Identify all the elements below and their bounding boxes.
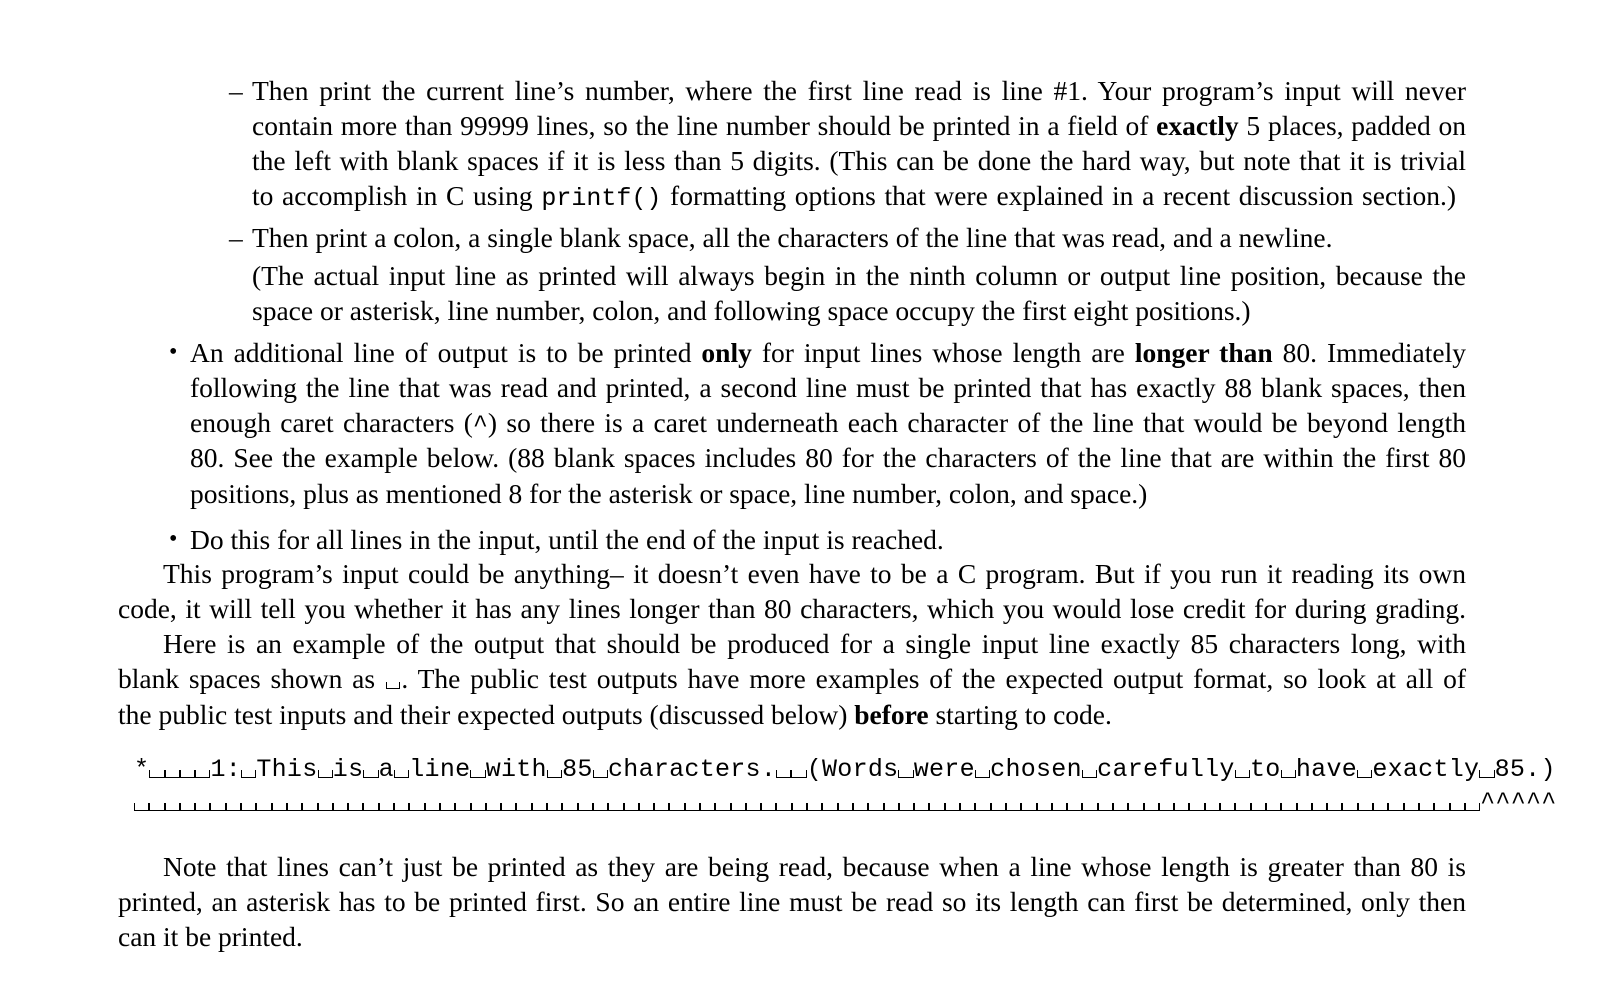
visible-space-icon [272, 803, 287, 811]
visible-space-icon [363, 770, 378, 778]
visible-space-icon [180, 803, 195, 811]
visible-space-icon [501, 803, 516, 811]
visible-space-icon [486, 803, 501, 811]
text-line: following the line that was read and printed, a second line must be printed that has exactly 88 blank spaces, then [190, 372, 1466, 403]
visible-space-icon [731, 803, 746, 811]
visible-space-icon [241, 770, 256, 778]
visible-space-icon [471, 803, 486, 811]
visible-space-icon [776, 803, 791, 811]
visible-space-icon [1419, 803, 1434, 811]
visible-space-icon [807, 803, 822, 811]
visible-space-icon [363, 803, 378, 811]
text-line: enough caret characters (^) so there is a caret underneath each character of the line that would be beyond length [190, 407, 1466, 440]
visible-space-icon [1082, 770, 1097, 778]
visible-space-icon [547, 803, 562, 811]
visible-space-icon [838, 803, 853, 811]
text-line: Here is an example of the output that should be produced for a single input line exactly 85 characters long, with [163, 628, 1466, 659]
visible-space-icon [1067, 803, 1082, 811]
visible-space-icon [318, 770, 333, 778]
visible-space-icon [532, 803, 547, 811]
visible-space-icon [1404, 803, 1419, 811]
text-line: 80. See the example below. (88 blank spaces includes 80 for the characters of the line that are within the first 80 [190, 442, 1466, 473]
visible-space-icon [1357, 770, 1372, 778]
visible-space-icon [386, 682, 400, 690]
visible-space-icon [1251, 803, 1266, 811]
visible-space-icon [960, 803, 975, 811]
visible-space-icon [318, 803, 333, 811]
visible-space-icon [945, 803, 960, 811]
visible-space-icon [1373, 803, 1388, 811]
visible-space-icon [1174, 803, 1189, 811]
bold-emphasis: longer than [1134, 337, 1273, 368]
visible-space-icon [884, 803, 899, 811]
visible-space-icon [149, 770, 164, 778]
visible-space-icon [409, 803, 424, 811]
visible-space-icon [1434, 803, 1449, 811]
visible-space-icon [700, 803, 715, 811]
visible-space-icon [134, 803, 149, 811]
visible-space-icon [226, 803, 241, 811]
text-line: (The actual input line as printed will always begin in the ninth column or output line position, because the [252, 260, 1466, 291]
text-line: positions, plus as mentioned 8 for the asterisk or space, line number, colon, and space.) [190, 478, 1148, 509]
visible-space-icon [1052, 803, 1067, 811]
visible-space-icon [593, 770, 608, 778]
visible-space-icon [868, 803, 883, 811]
visible-space-icon [1189, 803, 1204, 811]
visible-space-icon [715, 803, 730, 811]
visible-space-icon [669, 803, 684, 811]
visible-space-icon [455, 803, 470, 811]
visible-space-icon [1037, 803, 1052, 811]
example-line-1: * 1: This is a line with 85 characters. (Words were chosen carefully to have exactly 85.) [134, 755, 1556, 784]
visible-space-icon [379, 803, 394, 811]
visible-space-icon [685, 803, 700, 811]
text-line: can it be printed. [118, 921, 303, 952]
visible-space-icon [975, 803, 990, 811]
text-line: An additional line of output is to be printed only for input lines whose length are longer than 80. Immediately [190, 337, 1466, 368]
visible-space-icon [302, 803, 317, 811]
text-line: printed, an asterisk has to be printed first. So an entire line must be read so its length can first be determined, only then [118, 886, 1466, 917]
visible-space-icon [394, 770, 409, 778]
text-line: blank spaces shown as . The public test outputs have more examples of the expected output format, so look at all of [118, 663, 1466, 694]
text-line: the public test inputs and their expected outputs (discussed below) before starting to code. [118, 699, 1112, 730]
visible-space-icon [1281, 770, 1296, 778]
visible-space-icon [470, 770, 485, 778]
visible-space-icon [241, 803, 256, 811]
visible-space-icon [394, 803, 409, 811]
text-line: Then print the current line’s number, where the first line read is line #1. Your program’s input will never [252, 75, 1466, 106]
text-line: to accomplish in C using printf() formatting options that were explained in a recent discussion section.) [252, 180, 1456, 213]
visible-space-icon [165, 803, 180, 811]
visible-space-icon [608, 803, 623, 811]
visible-space-icon [1159, 803, 1174, 811]
visible-space-icon [149, 803, 164, 811]
visible-space-icon [1342, 803, 1357, 811]
text-line: contain more than 99999 lines, so the line number should be printed in a field of exactly 5 places, padded on [252, 110, 1466, 141]
visible-space-icon [547, 770, 562, 778]
example-line-2: ^^^^^ [134, 785, 1557, 820]
visible-space-icon [1082, 803, 1097, 811]
visible-space-icon [1235, 803, 1250, 811]
visible-space-icon [1220, 803, 1235, 811]
text-line: the left with blank spaces if it is less than 5 digits. (This can be done the hard way, but note that it is trivial [252, 145, 1466, 176]
bold-emphasis: exactly [1156, 110, 1239, 141]
visible-space-icon [1281, 803, 1296, 811]
text-line: This program’s input could be anything– it doesn’t even have to be a C program. But if you run it reading its own [163, 558, 1466, 589]
visible-space-icon [1450, 803, 1465, 811]
visible-space-icon [929, 803, 944, 811]
visible-space-icon [654, 803, 669, 811]
visible-space-icon [853, 803, 868, 811]
bullet-marker: • [169, 339, 178, 365]
visible-space-icon [1144, 803, 1159, 811]
bold-emphasis: only [701, 337, 752, 368]
visible-space-icon [1235, 770, 1250, 778]
visible-space-icon [914, 803, 929, 811]
text-line: Then print a colon, a single blank space, all the characters of the line that was read, and a newline. [252, 222, 1333, 253]
text-line: code, it will tell you whether it has any lines longer than 80 characters, which you would lose credit for during grading. [118, 593, 1466, 624]
visible-space-icon [516, 803, 531, 811]
inline-code: ^ [472, 411, 488, 440]
visible-space-icon [1266, 803, 1281, 811]
visible-space-icon [1358, 803, 1373, 811]
bold-emphasis: before [854, 699, 929, 730]
visible-space-icon [593, 803, 608, 811]
visible-space-icon [440, 803, 455, 811]
visible-space-icon [1098, 803, 1113, 811]
visible-space-icon [333, 803, 348, 811]
visible-space-icon [1297, 803, 1312, 811]
visible-space-icon [165, 770, 180, 778]
visible-space-icon [1327, 803, 1342, 811]
bullet-marker: • [169, 526, 178, 552]
visible-space-icon [425, 803, 440, 811]
visible-space-icon [822, 803, 837, 811]
visible-space-icon [195, 803, 210, 811]
visible-space-icon [1479, 770, 1494, 778]
visible-space-icon [195, 770, 210, 778]
text-line: Do this for all lines in the input, until the end of the input is reached. [190, 524, 944, 555]
visible-space-icon [792, 803, 807, 811]
visible-space-icon [746, 803, 761, 811]
visible-space-icon [624, 803, 639, 811]
visible-space-icon [975, 770, 990, 778]
dash-marker: – [229, 222, 243, 253]
visible-space-icon [256, 803, 271, 811]
visible-space-icon [1021, 803, 1036, 811]
visible-space-icon [1006, 803, 1021, 811]
visible-space-icon [761, 803, 776, 811]
visible-space-icon [639, 803, 654, 811]
visible-space-icon [1465, 803, 1480, 811]
visible-space-icon [348, 803, 363, 811]
visible-space-icon [1388, 803, 1403, 811]
visible-space-icon [791, 770, 806, 778]
visible-space-icon [991, 803, 1006, 811]
visible-space-icon [210, 803, 225, 811]
text-line: space or asterisk, line number, colon, and following space occupy the first eight positions.) [252, 295, 1251, 326]
dash-marker: – [229, 75, 243, 106]
visible-space-icon [776, 770, 791, 778]
visible-space-icon [562, 803, 577, 811]
visible-space-icon [578, 803, 593, 811]
visible-space-icon [1128, 803, 1143, 811]
text-line: Note that lines can’t just be printed as they are being read, because when a line whose length is greater than 80 is [163, 851, 1466, 882]
visible-space-icon [1113, 803, 1128, 811]
visible-space-icon [1312, 803, 1327, 811]
inline-code: printf() [541, 184, 662, 213]
visible-space-icon [899, 803, 914, 811]
visible-space-icon [287, 803, 302, 811]
visible-space-icon [180, 770, 195, 778]
visible-space-icon [898, 770, 913, 778]
visible-space-icon [1205, 803, 1220, 811]
